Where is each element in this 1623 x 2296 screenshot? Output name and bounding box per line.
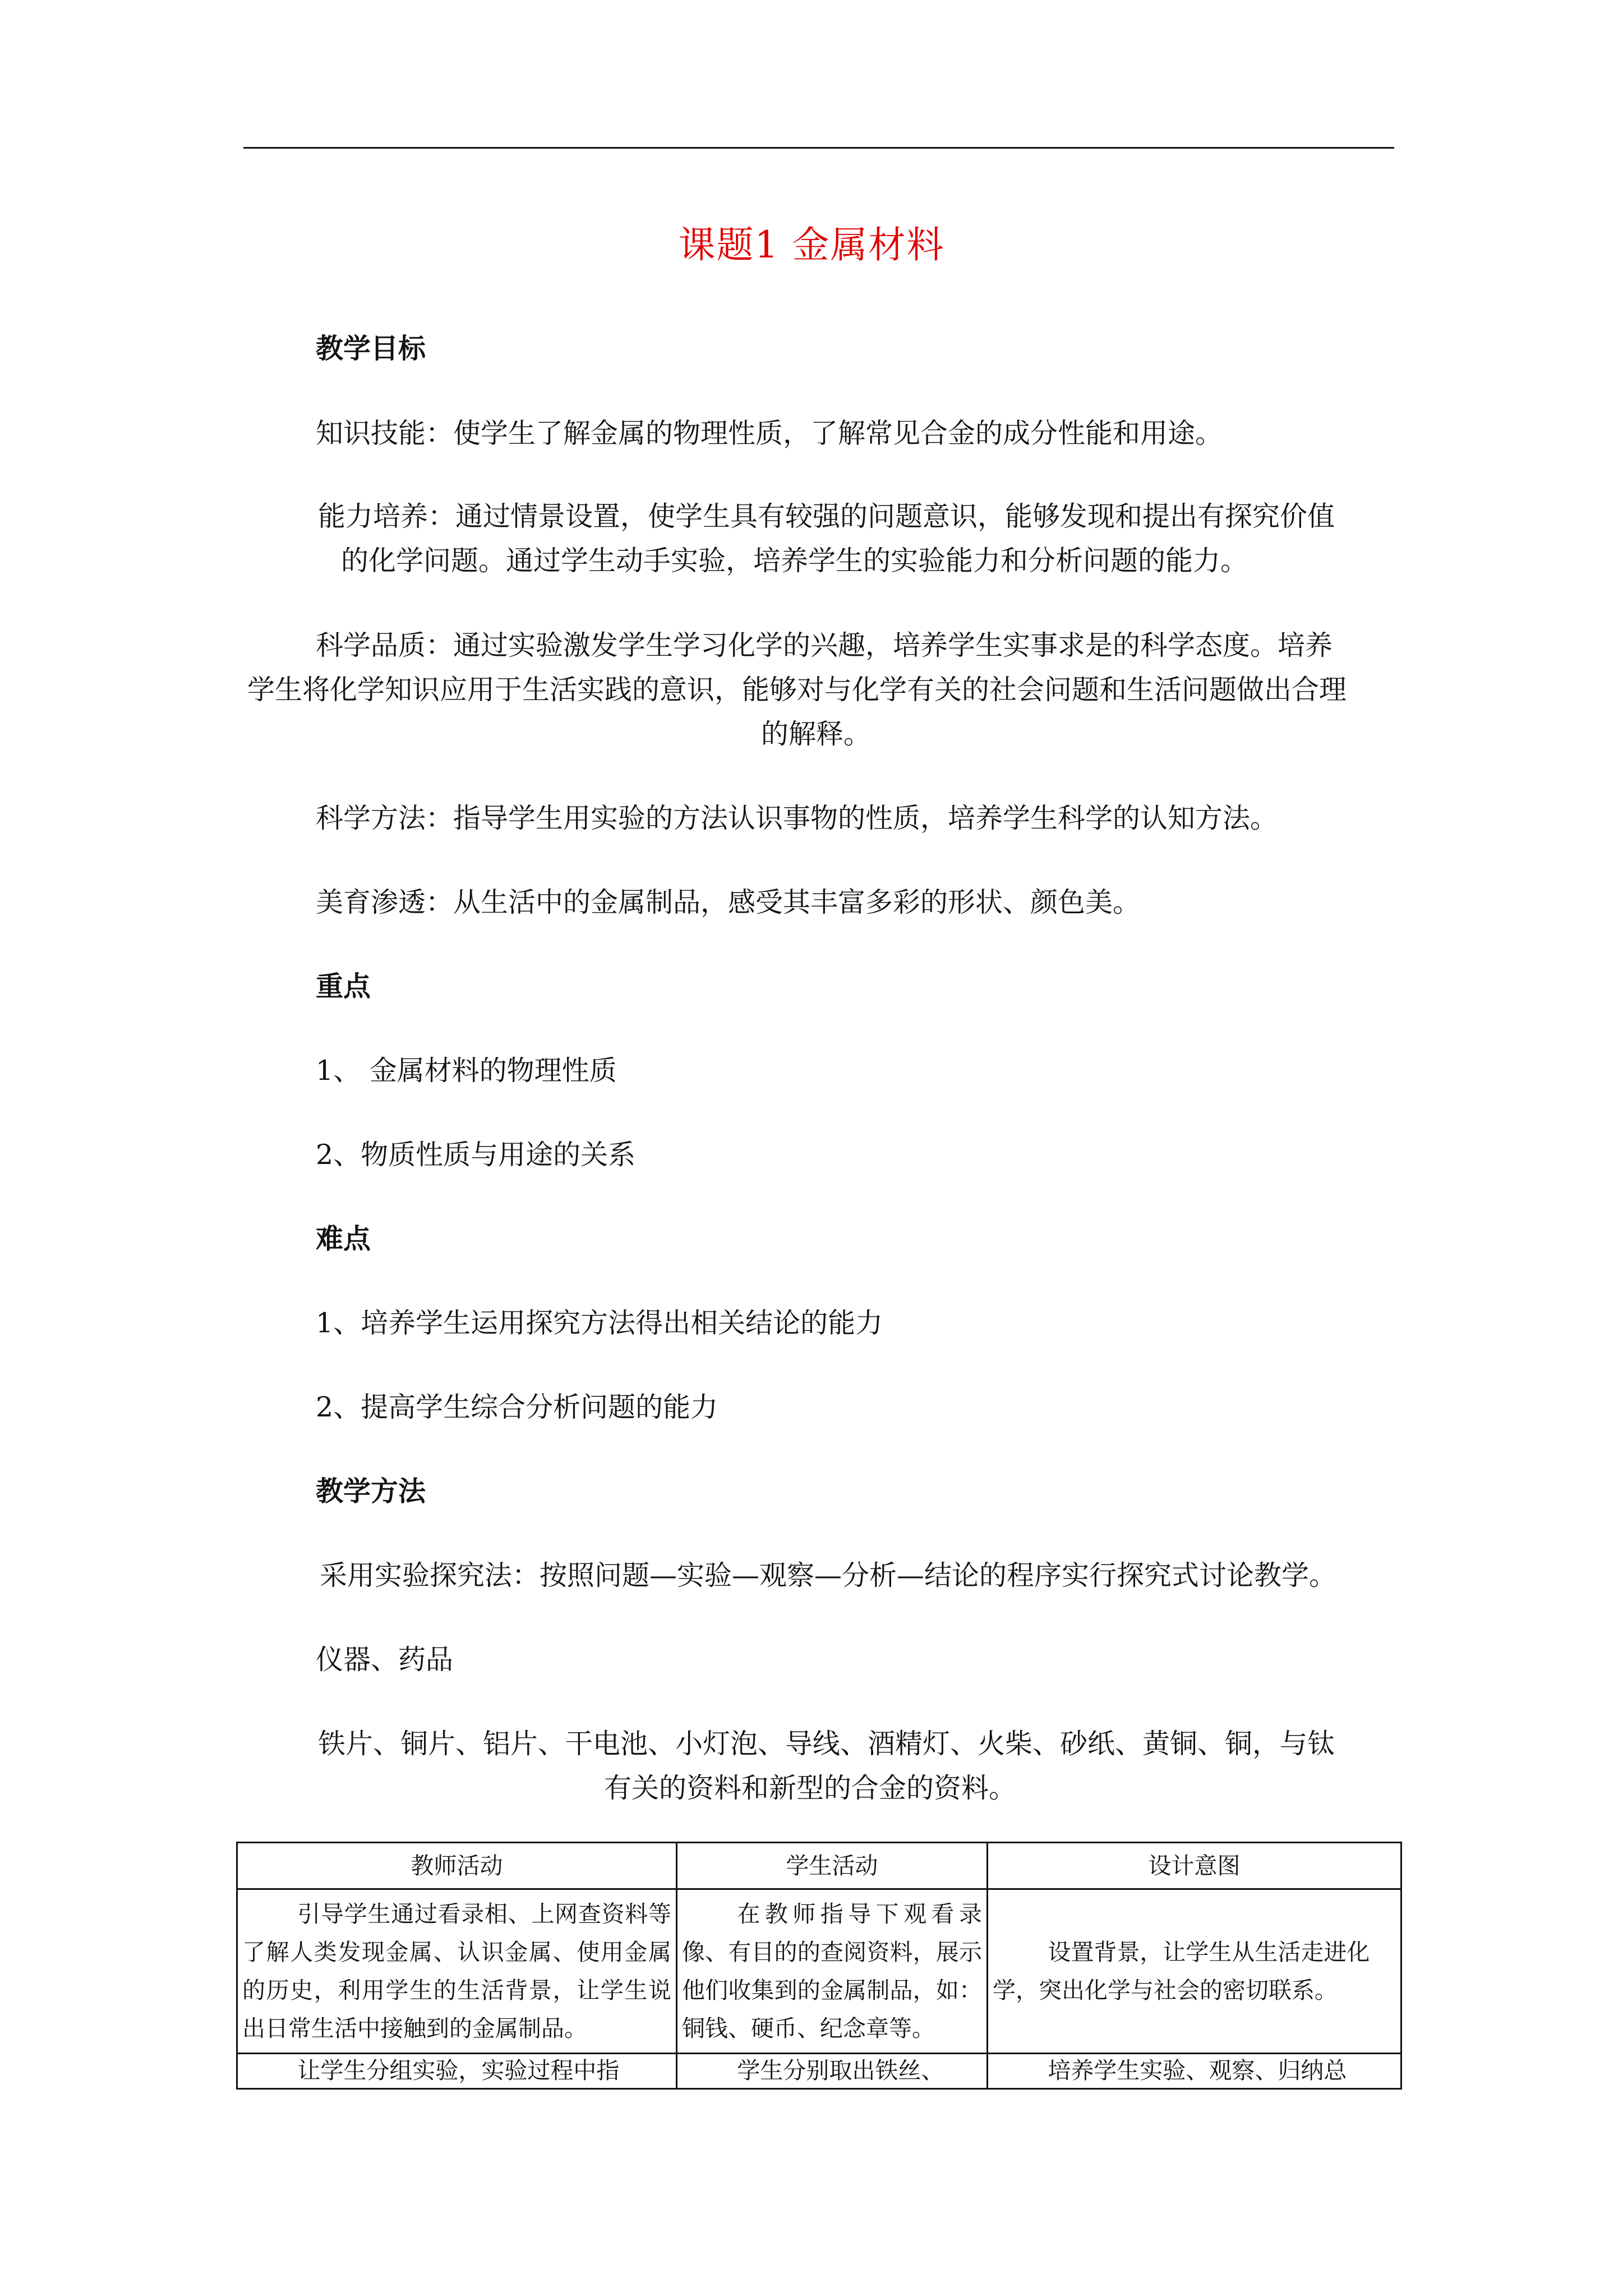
difficult-item-2: 2、提高学生综合分析问题的能力 (316, 1391, 718, 1423)
teaching-method-heading: 教学方法 (316, 1475, 426, 1507)
header-rule (243, 147, 1394, 149)
difficult-heading: 难点 (316, 1222, 371, 1255)
teacher-activity: 让学生分组实验，实验过程中指 (237, 2054, 677, 2089)
table-row (237, 2054, 1401, 2089)
table-header-row (237, 1843, 1401, 1889)
key-heading: 重点 (316, 970, 371, 1002)
header-design: 设计意图 (988, 1843, 1401, 1889)
quality-goal-line3: 的解释。 (761, 718, 872, 750)
objectives-heading: 教学目标 (316, 332, 426, 365)
materials-heading: 仪器、药品 (316, 1644, 454, 1676)
design-intent: 培养学生实验、观察、归纳总 (988, 2054, 1401, 2089)
key-item-1: 1、 金属材料的物理性质 (316, 1055, 617, 1087)
header-teacher: 教师活动 (237, 1843, 677, 1889)
activity-table (236, 1842, 1402, 2090)
key-item-2: 2、物质性质与用途的关系 (316, 1139, 636, 1171)
knowledge-goal: 知识技能：使学生了解金属的物理性质，了解常见合金的成分性能和用途。 (316, 417, 1223, 449)
header-student: 学生活动 (677, 1843, 988, 1889)
ability-goal-line1: 能力培养：通过情景设置，使学生具有较强的问题意识，能够发现和提出有探究价值 (318, 500, 1335, 532)
ability-goal-line2: 的化学问题。通过学生动手实验，培养学生的实验能力和分析问题的能力。 (341, 545, 1248, 577)
materials-line1: 铁片、铜片、铝片、干电池、小灯泡、导线、酒精灯、火柴、砂纸、黄铜、铜，与钛 (318, 1728, 1335, 1760)
difficult-item-1: 1、培养学生运用探究方法得出相关结论的能力 (316, 1307, 883, 1339)
materials-line2: 有关的资料和新型的合金的资料。 (604, 1772, 1017, 1804)
page-title: 课题1 金属材料 (678, 223, 945, 266)
student-activity: 学生分别取出铁丝、 (677, 2054, 988, 2089)
quality-goal-line2: 学生将化学知识应用于生活实践的意识，能够对与化学有关的社会问题和生活问题做出合理 (247, 674, 1347, 706)
table-row (237, 1889, 1401, 2054)
method-goal: 科学方法：指导学生用实验的方法认识事物的性质，培养学生科学的认知方法。 (316, 802, 1278, 834)
student-activity: 在教师指导下观看录像、有目的的查阅资料，展示他们收集到的金属制品，如：铜钱、硬币、纪念章等。 (677, 1889, 988, 2054)
design-intent: 设置背景，让学生从生活走进化学，突出化学与社会的密切联系。 (988, 1889, 1401, 2054)
teacher-activity: 引导学生通过看录相、上网查资料等了解人类发现金属、认识金属、使用金属的历史，利用学生的生活背景，让学生说出日常生活中接触到的金属制品。 (237, 1889, 677, 2054)
quality-goal-line1: 科学品质：通过实验激发学生学习化学的兴趣，培养学生实事求是的科学态度。培养 (316, 629, 1333, 661)
aesthetic-goal: 美育渗透：从生活中的金属制品，感受其丰富多彩的形状、颜色美。 (316, 886, 1141, 918)
teaching-method-text: 采用实验探究法：按照问题—实验—观察—分析—结论的程序实行探究式讨论教学。 (320, 1559, 1337, 1591)
